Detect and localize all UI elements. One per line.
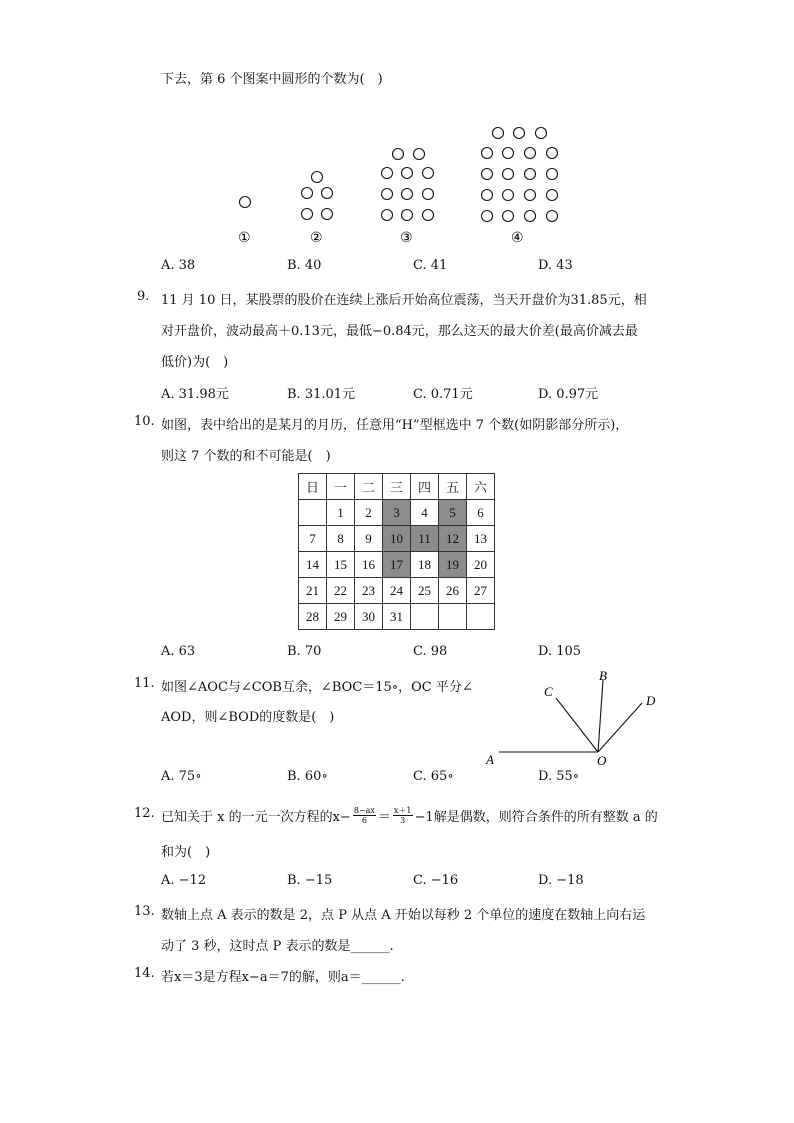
- calendar-cell: 14: [299, 552, 327, 578]
- calendar-row: [299, 578, 495, 604]
- fraction-numerator: 8−ax: [353, 806, 375, 815]
- label-a: A: [486, 752, 494, 767]
- q10-option-b: B. 70: [287, 644, 322, 659]
- calendar-cell: [299, 500, 327, 526]
- q10-option-c: C. 98: [413, 644, 448, 659]
- q10-line-1: 如图，表中给出的是某月的月历，任意用“H”型框选中 7 个数(如阴影部分所示)，: [161, 418, 629, 433]
- calendar-cell: 20: [467, 552, 495, 578]
- q8-option-a: A. 38: [161, 258, 196, 273]
- calendar-header-cell: 六: [467, 474, 495, 500]
- q11-option-c: C. 65∘: [413, 769, 454, 784]
- calendar-row: [299, 526, 495, 552]
- calendar-header-cell: 二: [355, 474, 383, 500]
- calendar-cell: [411, 604, 439, 630]
- figure-label-4: ④: [511, 231, 524, 246]
- fraction-numerator: x＋1: [393, 806, 412, 815]
- q9-option-b: B. 31.01元: [287, 387, 356, 402]
- calendar-cell-shaded: 12: [439, 526, 467, 552]
- dot: [240, 197, 251, 208]
- calendar-cell: 24: [383, 578, 411, 604]
- label-c: C: [544, 684, 553, 699]
- calendar-cell: [439, 604, 467, 630]
- q12-fraction-1: [353, 806, 376, 825]
- calendar-cell: 27: [467, 578, 495, 604]
- calendar-cell: 31: [383, 604, 411, 630]
- calendar-cell: 8: [327, 526, 355, 552]
- calendar-row: [299, 552, 495, 578]
- q14-line-1: 若x＝3是方程x−a＝7的解，则a＝______.: [161, 970, 405, 985]
- figure-label-3: ③: [400, 231, 413, 246]
- q8-option-d: D. 43: [538, 258, 573, 273]
- fraction-denominator: 6: [361, 816, 367, 825]
- calendar-cell: 30: [355, 604, 383, 630]
- q13-line-2: 动了 3 秒，这时点 P 表示的数是______.: [161, 939, 394, 954]
- calendar-cell: [467, 604, 495, 630]
- calendar-cell-shaded: 17: [383, 552, 411, 578]
- calendar-cell: 4: [411, 500, 439, 526]
- q9-line-3: 低价)为( ): [161, 355, 229, 370]
- calendar-cell: 23: [355, 578, 383, 604]
- calendar-cell: 29: [327, 604, 355, 630]
- label-b: B: [599, 668, 607, 683]
- q10-line-2: 则这 7 个数的和不可能是( ): [161, 449, 331, 464]
- q9-line-1: 11 月 10 日，某股票的股价在连续上涨后开始高位震荡，当天开盘价为31.85元，相: [161, 293, 647, 308]
- q12-option-b: B. −15: [287, 873, 333, 888]
- q13-number: 13.: [134, 904, 155, 919]
- calendar-cell: 28: [299, 604, 327, 630]
- calendar-cell-shaded: 5: [439, 500, 467, 526]
- figure-label-2: ②: [310, 231, 323, 246]
- q12-option-d: D. −18: [538, 873, 584, 888]
- calendar-cell: 25: [411, 578, 439, 604]
- calendar-cell: 22: [327, 578, 355, 604]
- calendar-cell: 2: [355, 500, 383, 526]
- calendar-header-row: [299, 474, 495, 500]
- calendar-cell: 13: [467, 526, 495, 552]
- calendar-cell: 26: [439, 578, 467, 604]
- calendar-cell-shaded: 19: [439, 552, 467, 578]
- q11-option-d: D. 55∘: [538, 769, 580, 784]
- ray-OC: [556, 698, 598, 752]
- q11-line-2: AOD，则∠BOD的度数是( ): [161, 710, 335, 725]
- figure-label-1: ①: [238, 231, 251, 246]
- q8-option-c: C. 41: [413, 258, 448, 273]
- calendar-row: [299, 604, 495, 630]
- q10-option-d: D. 105: [538, 644, 582, 659]
- angle-diagram: [480, 664, 670, 772]
- label-d: D: [646, 693, 656, 708]
- q9-line-2: 对开盘价，波动最高＋0.13元，最低−0.84元，那么这天的最大价差(最高价减去最: [161, 324, 638, 339]
- q12-text-a: 已知关于 x 的一元一次方程的x−: [161, 810, 351, 825]
- intro-line: 下去，第 6 个图案中圆形的个数为( ): [161, 72, 383, 87]
- calendar-header-cell: 四: [411, 474, 439, 500]
- q12-line-2: 和为( ): [161, 845, 211, 860]
- q9-option-c: C. 0.71元: [413, 387, 473, 402]
- q11-option-b: B. 60∘: [287, 769, 328, 784]
- calendar-cell: 21: [299, 578, 327, 604]
- q12-option-a: A. −12: [161, 873, 207, 888]
- q11-number: 11.: [134, 676, 155, 691]
- label-o: O: [597, 753, 607, 768]
- q9-option-a: A. 31.98元: [161, 387, 229, 402]
- calendar-cell-shaded: 3: [383, 500, 411, 526]
- q13-line-1: 数轴上点 A 表示的数是 2，点 P 从点 A 开始以每秒 2 个单位的速度在数轴上向右运: [161, 908, 646, 923]
- ray-OD: [598, 703, 642, 752]
- calendar-row: [299, 500, 495, 526]
- calendar-cell-shaded: 11: [411, 526, 439, 552]
- calendar-cell-shaded: 10: [383, 526, 411, 552]
- q10-option-a: A. 63: [161, 644, 196, 659]
- q8-option-b: B. 40: [287, 258, 322, 273]
- q12-equals: ＝: [377, 810, 391, 825]
- q11-line-1: 如图∠AOC与∠COB互余，∠BOC＝15∘，OC 平分∠: [161, 680, 473, 695]
- ray-OB: [598, 680, 603, 752]
- q9-option-d: D. 0.97元: [538, 387, 599, 402]
- calendar-cell: 6: [467, 500, 495, 526]
- q12-number: 12.: [134, 806, 155, 821]
- q10-number: 10.: [134, 414, 155, 429]
- calendar-header-cell: 日: [299, 474, 327, 500]
- calendar-cell: 15: [327, 552, 355, 578]
- fraction-denominator: 3: [400, 816, 406, 825]
- dot-pattern-figure: [220, 120, 580, 250]
- q12-text-b: −1解是偶数，则符合条件的所有整数 a 的: [414, 810, 658, 825]
- calendar-cell: 9: [355, 526, 383, 552]
- calendar-table: [298, 473, 495, 630]
- q12-fraction-2: [393, 806, 413, 825]
- calendar-header-cell: 三: [383, 474, 411, 500]
- calendar-cell: 16: [355, 552, 383, 578]
- calendar-header-cell: 五: [439, 474, 467, 500]
- calendar-cell: 7: [299, 526, 327, 552]
- q12-line-1: [161, 806, 658, 825]
- calendar-cell: 1: [327, 500, 355, 526]
- q14-number: 14.: [134, 966, 155, 981]
- q12-option-c: C. −16: [413, 873, 459, 888]
- calendar-cell: 18: [411, 552, 439, 578]
- q9-number: 9.: [137, 289, 150, 304]
- calendar-header-cell: 一: [327, 474, 355, 500]
- q11-option-a: A. 75∘: [161, 769, 202, 784]
